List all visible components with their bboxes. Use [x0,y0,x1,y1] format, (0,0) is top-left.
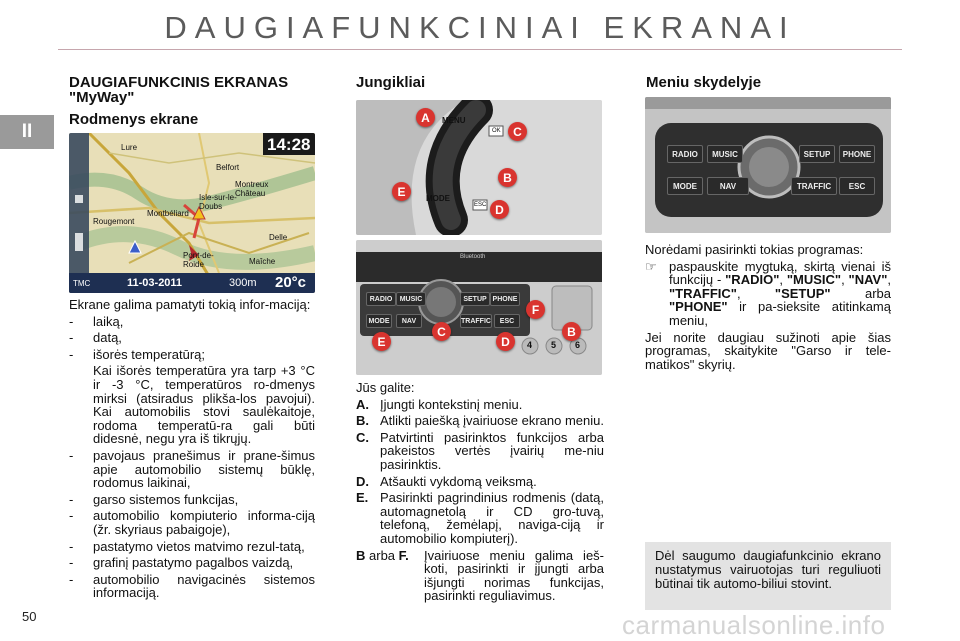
menu-panel-image [645,97,891,233]
menu-panel-drawing [645,97,891,233]
page-number: 50 [22,609,37,624]
list-item: - grafinį pastatymo pagalbos vaizdą, [69,555,294,571]
list-item: - pavojaus pranešimus ir prane-šimus apie automobilio sistemų būklę, rodomus laikinai, [69,447,315,491]
panel-key-radio: RADIO [667,145,703,163]
pointing-hand-icon: ☞ [645,258,657,274]
panel-key-esc: ESC [839,177,875,195]
map-place: Delle [269,233,288,242]
steering-controls-image [356,100,602,235]
callout-c: C [508,122,527,141]
steering-drawing [356,100,602,235]
panel-key-nav: NAV [707,177,749,195]
callout-b: B [498,168,517,187]
list-item: - laiką, [69,313,124,329]
preset-4: 4 [527,340,533,350]
panel-key-mode: MODE [667,177,703,195]
wheel-mode-label: MODE [426,194,450,203]
watermark: carmanualsonline.info [622,610,886,640]
panel-key: TRAFFIC [460,314,492,328]
list-item: - pastatymo vietos matvimo rezul-tatą, [69,538,305,554]
panel-key: MUSIC [396,292,426,306]
panel-key: NAV [396,314,422,328]
intro-text: Ekrane galima pamatyti tokią infor-maciją: [69,297,311,312]
map-place: Montreux Château [235,180,269,198]
definition-item-b-or-f: B arba F. Įvairiuose meniu galima ieš-koti, pasirinkti ir įjungti arba išjungti norimas funkcijas, pasirinkti reguliavimus. [356,547,604,604]
panel-key-music: MUSIC [707,145,743,163]
map-place: Belfort [216,163,240,172]
list-item: - išorės temperatūrą; [69,346,205,362]
map-place: Pont-de-Roide [183,251,214,269]
panel-key: RADIO [366,292,396,306]
panel-key: MODE [366,314,392,328]
panel-key: PHONE [490,292,520,306]
panel-instruction: ☞ paspauskite mygtuką, skirtą vienai iš funkcijų - "RADIO", "MUSIC", "NAV", "TRAFFIC", "SETUP" arba "PHONE" ir pa-sieksite atitinkamą meniu, [645,258,891,328]
panel-drawing [356,240,602,375]
front-panel-image [356,240,602,375]
callout-b: B [562,322,581,341]
panel-key-traffic: TRAFFIC [791,177,837,195]
panel-key: SETUP [460,292,490,306]
panel-more-info: Jei norite daugiau sužinoti apie šias programas, skaitykite "Garso ir tele-matikos" skyrių. [645,329,891,372]
panel-key-setup: SETUP [799,145,835,163]
definition-item: B. Atlikti paiešką įvairiuose ekrano meniu. [356,413,604,429]
map-tmc: TMC [73,279,91,288]
callout-d: D [490,200,509,219]
safety-note: Dėl saugumo daugiafunkcinio ekrano nustatymus vairuotojas turi reguliuoti būtinai tik automo-biliui stovint. [645,542,891,610]
temperature-note: Kai išorės temperatūra yra tarp +3 °C ir -3 °C, temperatūros ro-dmenys mirksi (atsiradus plikša-los pavojui). Kai automobilis stovi saulėkaitoje, rodoma temperatū-ra gali būti didesnė, negu yra iš tikrųjų. [93,363,315,447]
panel-menu-text [645,243,891,374]
callout-e: E [372,332,391,351]
definition-item: E. Pasirinkti pagrindinius rodmenis (datą, automagnetolą ir CD gro-tuvą, telefoną, žemėlapį, naviga-ciją ir automobilio kompiuterį). [356,490,604,546]
definition-item: D. Atšaukti vykdomą veiksmą. [356,473,537,489]
wheel-ok-label: OK [492,128,501,134]
title-rule [58,49,902,50]
wheel-menu-label: MENU [442,116,466,125]
list-item: - garso sistemos funkcijas, [69,491,239,507]
map-temperature: 20°c [275,274,307,291]
page-title: DAUGIAFUNKCINIAI EKRANAI [164,10,796,45]
map-place: Rougemont [93,217,135,226]
list-item: - datą, [69,330,122,346]
callout-d: D [496,332,515,351]
section-heading-myway: DAUGIAFUNKCINIS EKRANAS "MyWay" [69,74,289,106]
map-place: Isle-sur-le-Doubs [199,193,237,211]
display-info-text [69,298,315,603]
panel-lead: Norėdami pasirinkti tokias programas: [645,242,864,257]
callout-a: A [416,108,435,127]
definition-item: C. Patvirtinti pasirinktos funkcijos arba pakeistos vertės įvairių me-niu pasirinktis. [356,429,604,472]
callout-f: F [526,300,545,319]
map-place: Montbéliard [147,209,189,218]
map-time: 14:28 [267,135,311,154]
map-drawing [69,133,315,293]
panel-key-phone: PHONE [839,145,875,163]
wheel-esc-label: ESC [474,202,487,208]
panel-key: ESC [494,314,520,328]
list-item: - automobilio navigacinės sistemos informaciją. [69,571,315,601]
map-date: 11-03-2011 [127,277,183,289]
map-screen-image [69,133,315,293]
section-heading-panel-menu: Meniu skydelyje [646,74,762,91]
section-subheading-display: Rodmenys ekrane [69,111,199,128]
preset-5: 5 [551,340,557,350]
map-distance: 300m [229,277,257,289]
callout-c: C [432,322,451,341]
list-item: - automobilio kompiuterio informa-ciją (žr. skyriaus pabaigoje), [69,508,315,537]
preset-6: 6 [575,340,581,350]
map-place: Maîche [249,257,276,266]
switches-text [356,381,604,606]
chapter-tab: II [0,115,54,149]
section-heading-switches: Jungikliai [356,74,426,91]
switches-lead: Jūs galite: [356,380,415,395]
callout-e: E [392,182,411,201]
bluetooth-label: Bluetooth [460,254,486,260]
definition-item: A. Įjungti kontekstinį meniu. [356,396,523,412]
map-place: Lure [121,143,138,152]
